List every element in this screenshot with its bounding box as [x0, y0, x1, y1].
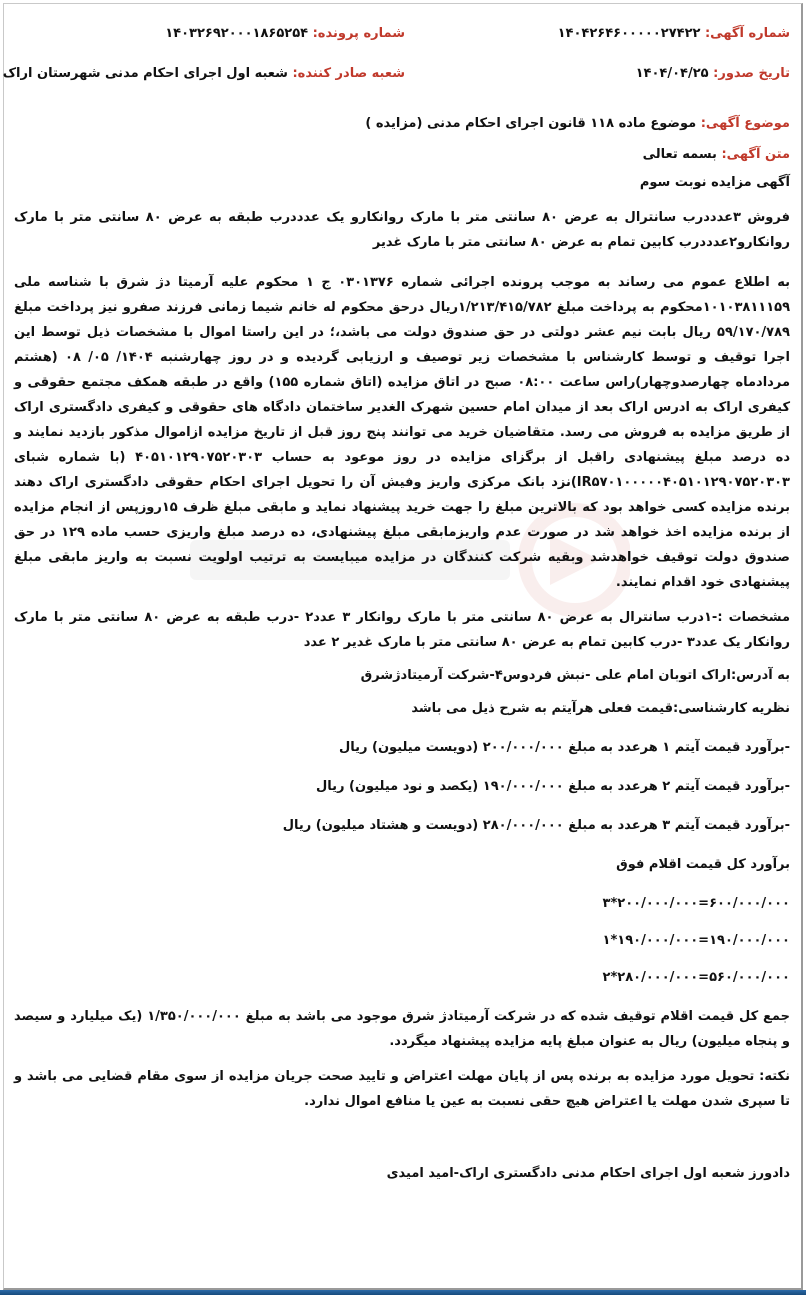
header-row-1 — [14, 26, 790, 66]
ad-number-label: شماره آگهی: — [704, 26, 790, 41]
estimate-item-3: -برآورد قیمت آیتم ۳ هرعدد به مبلغ ۲۸۰/۰۰۰/۰۰۰ (دویست و هشتاد میلیون) ریال — [282, 818, 790, 833]
issuer-value: شعبه اول اجرای احکام مدنی شهرستان اراک — [2, 66, 288, 81]
subject-line — [14, 116, 790, 131]
note: نکته: تحویل مورد مزایده به برنده پس از پایان مهلت اعتراض و تایید صحت جریان مزایده از سوی مقام قضایی می باشد و تا سپری شدن مهلت یا اعتراض هیچ حقی نسبت به عین یا منافع اموال ندارد. — [14, 1069, 790, 1109]
sale-summary: فروش ۳عدددرب سانترال به عرض ۸۰ سانتی متر با مارک روانکارو یک عدددرب طبقه به عرض ۸۰ سانتی متر با مارک روانکارو۲عدددرب کابین تمام به عرض ۸۰ سانتی متر با مارک غدیر — [14, 210, 790, 250]
expert-opinion: نظریه کارشناسی:قیمت فعلی هرآیتم به شرح ذیل می باشد — [411, 701, 790, 716]
estimate-item-2: -برآورد قیمت آیتم ۲ هرعدد به مبلغ ۱۹۰/۰۰۰/۰۰۰ (یکصد و نود میلیون) ریال — [315, 779, 790, 794]
total-paragraph: جمع کل قیمت اقلام توقیف شده که در شرکت آرمیتادژ شرق موجود می باشد به مبلغ ۱/۳۵۰/۰۰۰/۰۰۰ (یک میلیارد و سیصد و پنجاه میلیون) ریال به عنوان مبلغ پایه مزایده پیشنهاد میگردد. — [14, 1009, 791, 1049]
address: به آدرس:اراک اتوبان امام علی -نبش فردوس۴-شرکت آرمیتادژشرق — [360, 668, 790, 683]
window-bottom-bar — [0, 1290, 806, 1295]
specs: مشخصات :-۱درب سانترال به عرض ۸۰ سانتی متر با مارک روانکار ۳ عدد۲ -درب طبقه به عرض ۸۰ سانتی متر با مارک روانکار یک عدد۳ -درب کابین تمام به عرض ۸۰ سانتی متر با مارک غدیر ۲ عدد — [14, 610, 791, 650]
subject-label: موضوع آگهی: — [700, 116, 790, 131]
issue-date-value: ۱۴۰۴/۰۴/۲۵ — [635, 66, 709, 81]
calc-line-2: ۱*۱۹۰/۰۰۰/۰۰۰=۱۹۰/۰۰۰/۰۰۰ — [602, 933, 790, 948]
calc-line-3: ۲*۲۸۰/۰۰۰/۰۰۰=۵۶۰/۰۰۰/۰۰۰ — [602, 970, 790, 985]
ad-number-value: ۱۴۰۴۲۶۴۶۰۰۰۰۰۲۷۴۲۲ — [557, 26, 701, 41]
document-body — [2, 26, 791, 1181]
calc-line-1: ۳*۲۰۰/۰۰۰/۰۰۰=۶۰۰/۰۰۰/۰۰۰ — [602, 896, 790, 911]
issue-date — [636, 66, 790, 81]
body-text-label: متن آگهی: — [721, 147, 790, 162]
case-number-label: شماره پرونده: — [312, 26, 405, 41]
issue-date-label: تاریخ صدور: — [713, 66, 790, 81]
issuer — [3, 66, 405, 81]
case-number-value: ۱۴۰۳۲۶۹۲۰۰۰۱۸۶۵۲۵۴ — [165, 26, 309, 41]
ad-title: آگهی مزایده نوبت سوم — [639, 175, 790, 190]
body-text-value: بسمه تعالی — [642, 147, 717, 162]
case-number — [165, 26, 405, 41]
subject-value: موضوع ماده ۱۱۸ قانون اجرای احکام مدنی (مزایده ) — [365, 116, 697, 131]
ad-number — [558, 26, 790, 41]
signature: دادورز شعبه اول اجرای احکام مدنی دادگستری اراک-امید امیدی — [386, 1166, 790, 1181]
header-row-2 — [2, 66, 790, 90]
main-paragraph: به اطلاع عموم می رساند به موجب پرونده اجرائی شماره ۰۳۰۱۳۷۶ ج ۱ محکوم علیه آرمیتا دژ شرق با شناسه ملی ۱۰۱۰۳۸۱۱۱۵۹محکوم به پرداخت مبلغ ۱/۲۱۳/۴۱۵/۷۸۲ریال درحق محکوم له خانم شیما زمانی فرزند صفرو نیز پرداخت مبلغ ۵۹/۱۷۰/۷۸۹ ریال بابت نیم عشر دولتی در حق صندوق دولت می باشد،؛ در این راستا اموال با مشخصات ذیل توسط این اجرا توقیف و توسط کارشناس با مشخصات زیر توصیف و ارزیابی گردیده و در روز چهارشنبه ۱۴۰۴/ ۰۵/ ۰۸ (هشتم مردادماه چهارصدوچهار)راس ساعت ۰۸:۰۰ صبح در اتاق مزایده (اتاق شماره ۱۵۵) واقع در طبقه همکف مجتمع حقوقی و کیفری اراک به ادرس اراک بعد از میدان امام حسین شهرک الغدیر ساختمان دادگاه های حقوقی و کیفری دادگستری اراک از طریق مزایده به فروش می رسد. متقاضیان خرید می توانند پنج روز قبل از تاریخ مزایده ازاموال مذکور بازدید نمایند و ده درصد مبلغ پیشنهادی راقبل از برگزای مزایده در روز موعود به حساب ۴۰۵۱۰۱۲۹۰۷۵۲۰۳۰۳ (با شماره شبای IR۵۷۰۱۰۰۰۰۰۴۰۵۱۰۱۲۹۰۷۵۲۰۳۰۳)نزد بانک مرکزی واریز وفیش آن را تحویل اجرای احکام حقوقی دادگستری اراک دهند برنده مزایده کسی خواهد بود که بالاترین مبلغ را جهت خرید پیشنهاد نماید و مابقی مبلغ ظرف ۱۵روزپس از انجام مزایده از برنده مزایده اخذ خواهد شد در صورت عدم واریزمابقی مبلغ پیشنهادی، ده درصد مبلغ واریزی حسب ماده ۱۲۹ در حق صندوق دولت توقیف خواهدشد وبقیه شرکت کنندگان در مزایده میبایست به ترتیب اولویت نسبت به واریز مابقی مبلغ پیشنهادی خود اقدام نمایند. — [14, 275, 790, 590]
issuer-label: شعبه صادر کننده: — [292, 66, 405, 81]
estimate-item-1: -برآورد قیمت آیتم ۱ هرعدد به مبلغ ۲۰۰/۰۰۰/۰۰۰ (دویست میلیون) ریال — [338, 740, 790, 755]
body-text-line — [14, 147, 790, 162]
total-heading: برآورد کل قیمت اقلام فوق — [616, 857, 790, 872]
